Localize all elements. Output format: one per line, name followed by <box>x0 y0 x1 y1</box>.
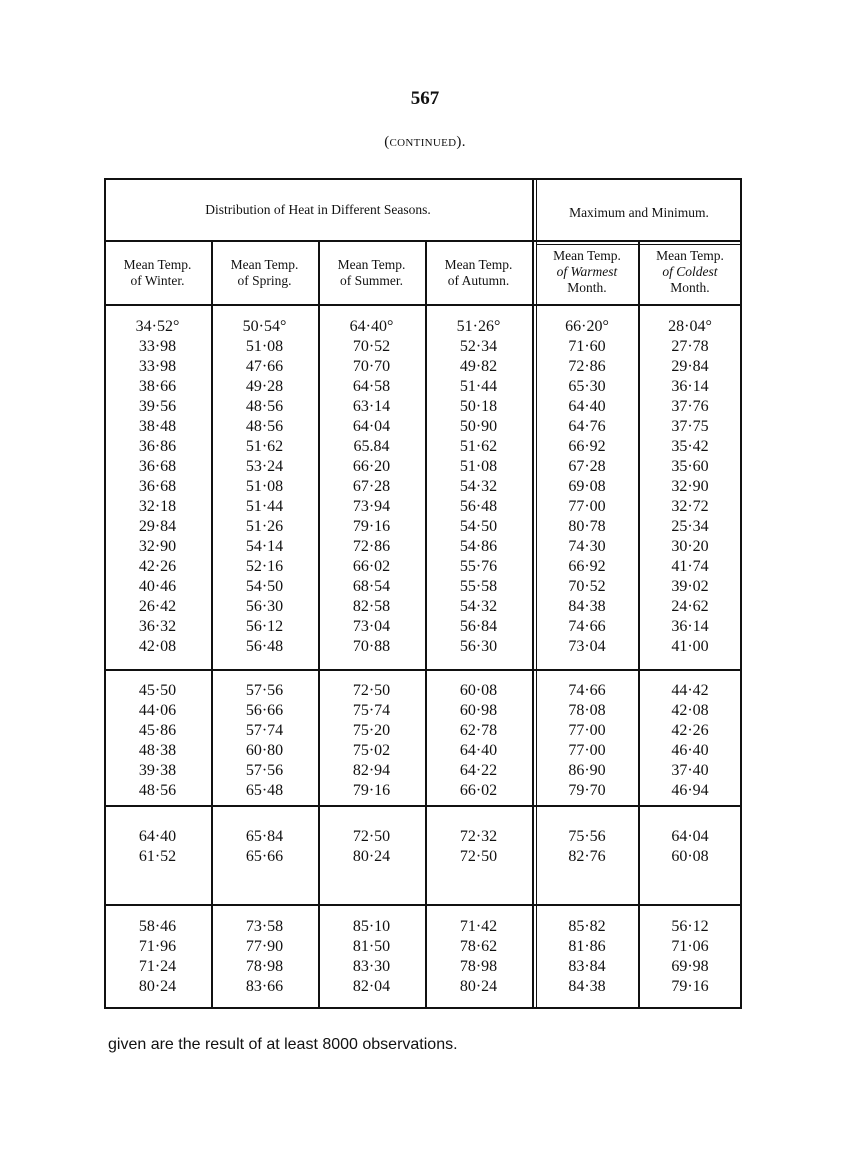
table-cell: 69·98 <box>671 958 709 975</box>
table-cell: 53·24 <box>245 458 284 475</box>
table-cell: 29·84 <box>138 518 177 535</box>
section-rule <box>104 904 742 906</box>
table-cell: 75·74 <box>352 702 391 719</box>
column-header-line: of Spring. <box>237 273 292 288</box>
table-cell: 82·94 <box>352 762 391 779</box>
table-cell: 46·40 <box>671 742 709 759</box>
table-cell: 50·18 <box>459 398 498 415</box>
table-cell: 36·68 <box>138 458 177 475</box>
table-cell: 39·56 <box>138 398 177 415</box>
table-cell: 54·50 <box>245 578 284 595</box>
column-header-line: of Winter. <box>130 273 185 288</box>
table-cell: 70·88 <box>352 638 391 655</box>
table-cell: 56·12 <box>671 918 709 935</box>
table-cell: 46·94 <box>671 782 709 799</box>
table-cell: 85·10 <box>352 918 391 935</box>
column-header-line: of Coldest <box>662 264 718 279</box>
table-cell: 64·40 <box>568 398 606 415</box>
table-cell: 78·08 <box>568 702 606 719</box>
table-cell: 58·46 <box>138 918 177 935</box>
group-heat-title: Distribution of Heat in Different Seasons. <box>205 202 431 217</box>
table-cell: 66·20° <box>565 318 609 335</box>
table-cell: 83·66 <box>245 978 284 995</box>
column-header <box>318 257 425 289</box>
column-divider <box>318 240 320 1008</box>
table-cell: 48·56 <box>245 418 284 435</box>
table-cell: 35·60 <box>671 458 709 475</box>
table-cell: 73·94 <box>352 498 391 515</box>
table-cell: 66·92 <box>568 438 606 455</box>
table-cell: 36·14 <box>671 618 709 635</box>
table-cell: 32·90 <box>138 538 177 555</box>
table-cell: 75·56 <box>568 828 606 845</box>
table-cell: 71·42 <box>459 918 498 935</box>
table-cell: 80·24 <box>352 848 391 865</box>
section-rule <box>104 805 742 807</box>
table-cell: 25·34 <box>671 518 709 535</box>
table-cell: 35·42 <box>671 438 709 455</box>
table-cell: 60·98 <box>459 702 498 719</box>
column-header-line: Mean Temp. <box>444 257 513 272</box>
section-rule <box>104 669 742 671</box>
table-cell: 80·24 <box>459 978 498 995</box>
table-cell: 44·06 <box>138 702 177 719</box>
table-cell: 56·66 <box>245 702 284 719</box>
table-cell: 51·26 <box>245 518 284 535</box>
table-right-rule <box>740 178 742 1008</box>
table-cell: 70·52 <box>352 338 391 355</box>
table-cell: 42·26 <box>138 558 177 575</box>
column-header-line: of Summer. <box>340 273 403 288</box>
group-maxmin-title: Maximum and Minimum. <box>569 205 709 220</box>
table-cell: 56·84 <box>459 618 498 635</box>
table-cell: 30·20 <box>671 538 709 555</box>
table-cell: 84·38 <box>568 598 606 615</box>
table-cell: 57·74 <box>245 722 284 739</box>
table-cell: 71·96 <box>138 938 177 955</box>
table-cell: 54·32 <box>459 598 498 615</box>
table-cell: 80·78 <box>568 518 606 535</box>
table-cell: 82·04 <box>352 978 391 995</box>
table-cell: 81·86 <box>568 938 606 955</box>
table-cell: 57·56 <box>245 682 284 699</box>
table-cell: 50·54° <box>242 318 287 335</box>
table-cell: 73·04 <box>568 638 606 655</box>
table-cell: 78·98 <box>459 958 498 975</box>
table-cell: 75·02 <box>352 742 391 759</box>
column-divider <box>211 240 213 1008</box>
continued-heading <box>0 134 850 151</box>
table-cell: 51·08 <box>459 458 498 475</box>
table-cell: 75·20 <box>352 722 391 739</box>
table-cell: 48·56 <box>245 398 284 415</box>
table-cell: 51·44 <box>245 498 284 515</box>
table-cell: 49·82 <box>459 358 498 375</box>
table-cell: 60·08 <box>671 848 709 865</box>
table-cell: 51·26° <box>456 318 501 335</box>
table-cell: 64·40 <box>138 828 177 845</box>
column-header-line: of Warmest <box>556 264 618 279</box>
table-cell: 79·70 <box>568 782 606 799</box>
column-divider <box>532 178 534 1008</box>
table-cell: 57·56 <box>245 762 284 779</box>
table-cell: 69·08 <box>568 478 606 495</box>
table-cell: 60·08 <box>459 682 498 699</box>
table-cell: 74·66 <box>568 682 606 699</box>
table-cell: 34·52° <box>135 318 180 335</box>
table-cell: 45·50 <box>138 682 177 699</box>
table-cell: 54·14 <box>245 538 284 555</box>
table-cell: 56·30 <box>459 638 498 655</box>
table-cell: 66·20 <box>352 458 391 475</box>
table-cell: 36·32 <box>138 618 177 635</box>
table-cell: 72·86 <box>568 358 606 375</box>
column-header-line: Month. <box>670 280 710 295</box>
column-divider <box>425 240 427 1008</box>
table-cell: 33·98 <box>138 338 177 355</box>
table-cell: 36·68 <box>138 478 177 495</box>
table-cell: 36·14 <box>671 378 709 395</box>
table-cell: 39·02 <box>671 578 709 595</box>
table-bottom-rule <box>104 1007 742 1009</box>
table-cell: 52·16 <box>245 558 284 575</box>
table-cell: 85·82 <box>568 918 606 935</box>
table-cell: 39·38 <box>138 762 177 779</box>
table-cell: 79·16 <box>671 978 709 995</box>
table-cell: 71·06 <box>671 938 709 955</box>
temperature-table <box>104 178 742 1008</box>
table-cell: 86·90 <box>568 762 606 779</box>
table-cell: 72·86 <box>352 538 391 555</box>
table-cell: 72·50 <box>352 828 391 845</box>
column-header <box>425 257 532 289</box>
table-cell: 36·86 <box>138 438 177 455</box>
table-cell: 65·66 <box>245 848 284 865</box>
table-cell: 51·08 <box>245 338 284 355</box>
table-cell: 27·78 <box>671 338 709 355</box>
table-cell: 64·58 <box>352 378 391 395</box>
table-cell: 68·54 <box>352 578 391 595</box>
table-cell: 37·75 <box>671 418 709 435</box>
column-header-line: Mean Temp. <box>337 257 406 272</box>
table-cell: 51·44 <box>459 378 498 395</box>
table-cell: 74·66 <box>568 618 606 635</box>
table-cell: 70·70 <box>352 358 391 375</box>
footer-note: given are the result of at least 8000 observations. <box>108 1036 458 1053</box>
table-cell: 84·38 <box>568 978 606 995</box>
table-cell: 83·30 <box>352 958 391 975</box>
table-cell: 64·04 <box>352 418 391 435</box>
column-header-rule <box>104 304 742 306</box>
table-cell: 79·16 <box>352 518 391 535</box>
table-cell: 56·30 <box>245 598 284 615</box>
table-cell: 78·62 <box>459 938 498 955</box>
table-cell: 77·90 <box>245 938 284 955</box>
table-cell: 28·04° <box>668 318 712 335</box>
table-cell: 74·30 <box>568 538 606 555</box>
table-cell: 64·04 <box>671 828 709 845</box>
table-cell: 64·40° <box>349 318 394 335</box>
table-cell: 70·52 <box>568 578 606 595</box>
table-cell: 24·62 <box>671 598 709 615</box>
table-cell: 32·18 <box>138 498 177 515</box>
column-header-line: Mean Temp. <box>123 257 192 272</box>
column-header-line: Mean Temp. <box>230 257 299 272</box>
table-cell: 32·72 <box>671 498 709 515</box>
table-cell: 63·14 <box>352 398 391 415</box>
table-cell: 72·50 <box>352 682 391 699</box>
table-cell: 54·32 <box>459 478 498 495</box>
table-cell: 38·48 <box>138 418 177 435</box>
column-header-line: Mean Temp. <box>656 248 724 263</box>
table-cell: 42·26 <box>671 722 709 739</box>
table-cell: 48·56 <box>138 782 177 799</box>
table-cell: 71·24 <box>138 958 177 975</box>
table-cell: 79·16 <box>352 782 391 799</box>
group-title-rule <box>104 240 742 242</box>
table-cell: 40·46 <box>138 578 177 595</box>
column-header <box>104 257 211 289</box>
table-cell: 61·52 <box>138 848 177 865</box>
table-cell: 77·00 <box>568 742 606 759</box>
table-cell: 54·50 <box>459 518 498 535</box>
table-cell: 52·34 <box>459 338 498 355</box>
column-header <box>211 257 318 289</box>
continued-text: (continued). <box>384 134 466 150</box>
table-cell: 71·60 <box>568 338 606 355</box>
group-divider-double <box>536 178 537 1008</box>
table-cell: 32·90 <box>671 478 709 495</box>
table-cell: 65·84 <box>245 828 284 845</box>
table-cell: 51·62 <box>459 438 498 455</box>
table-cell: 77·00 <box>568 722 606 739</box>
table-cell: 67·28 <box>352 478 391 495</box>
table-cell: 51·08 <box>245 478 284 495</box>
table-cell: 55·58 <box>459 578 498 595</box>
page-number: 567 <box>410 88 440 109</box>
table-cell: 56·12 <box>245 618 284 635</box>
table-cell: 50·90 <box>459 418 498 435</box>
table-cell: 72·32 <box>459 828 498 845</box>
table-cell: 44·42 <box>671 682 709 699</box>
table-cell: 54·86 <box>459 538 498 555</box>
table-cell: 48·38 <box>138 742 177 759</box>
table-cell: 80·24 <box>138 978 177 995</box>
column-header <box>536 248 638 296</box>
table-cell: 29·84 <box>671 358 709 375</box>
column-header-line: Mean Temp. <box>553 248 621 263</box>
table-cell: 49·28 <box>245 378 284 395</box>
table-cell: 77·00 <box>568 498 606 515</box>
table-cell: 82·58 <box>352 598 391 615</box>
table-cell: 81·50 <box>352 938 391 955</box>
table-cell: 42·08 <box>671 702 709 719</box>
table-cell: 51·62 <box>245 438 284 455</box>
table-cell: 65.84 <box>353 438 390 455</box>
table-cell: 78·98 <box>245 958 284 975</box>
table-cell: 66·02 <box>459 782 498 799</box>
column-header-line: Month. <box>567 280 607 295</box>
table-cell: 73·04 <box>352 618 391 635</box>
table-cell: 64·76 <box>568 418 606 435</box>
table-cell: 26·42 <box>138 598 177 615</box>
table-cell: 65·48 <box>245 782 284 799</box>
table-cell: 33·98 <box>138 358 177 375</box>
table-cell: 66·02 <box>352 558 391 575</box>
table-cell: 56·48 <box>245 638 284 655</box>
table-cell: 41·00 <box>671 638 709 655</box>
table-cell: 65·30 <box>568 378 606 395</box>
table-cell: 62·78 <box>459 722 498 739</box>
table-cell: 73·58 <box>245 918 284 935</box>
table-cell: 67·28 <box>568 458 606 475</box>
table-cell: 42·08 <box>138 638 177 655</box>
table-top-rule <box>104 178 742 180</box>
table-cell: 38·66 <box>138 378 177 395</box>
table-cell: 41·74 <box>671 558 709 575</box>
column-header <box>638 248 742 296</box>
table-cell: 37·40 <box>671 762 709 779</box>
table-cell: 83·84 <box>568 958 606 975</box>
table-left-rule <box>104 178 106 1008</box>
table-cell: 47·66 <box>245 358 284 375</box>
table-cell: 60·80 <box>245 742 284 759</box>
table-cell: 82·76 <box>568 848 606 865</box>
table-cell: 66·92 <box>568 558 606 575</box>
column-divider <box>638 240 640 1008</box>
table-cell: 45·86 <box>138 722 177 739</box>
table-cell: 64·22 <box>459 762 498 779</box>
table-cell: 56·48 <box>459 498 498 515</box>
table-cell: 37·76 <box>671 398 709 415</box>
table-cell: 55·76 <box>459 558 498 575</box>
column-header-line: of Autumn. <box>447 273 510 288</box>
table-cell: 72·50 <box>459 848 498 865</box>
table-cell: 64·40 <box>459 742 498 759</box>
